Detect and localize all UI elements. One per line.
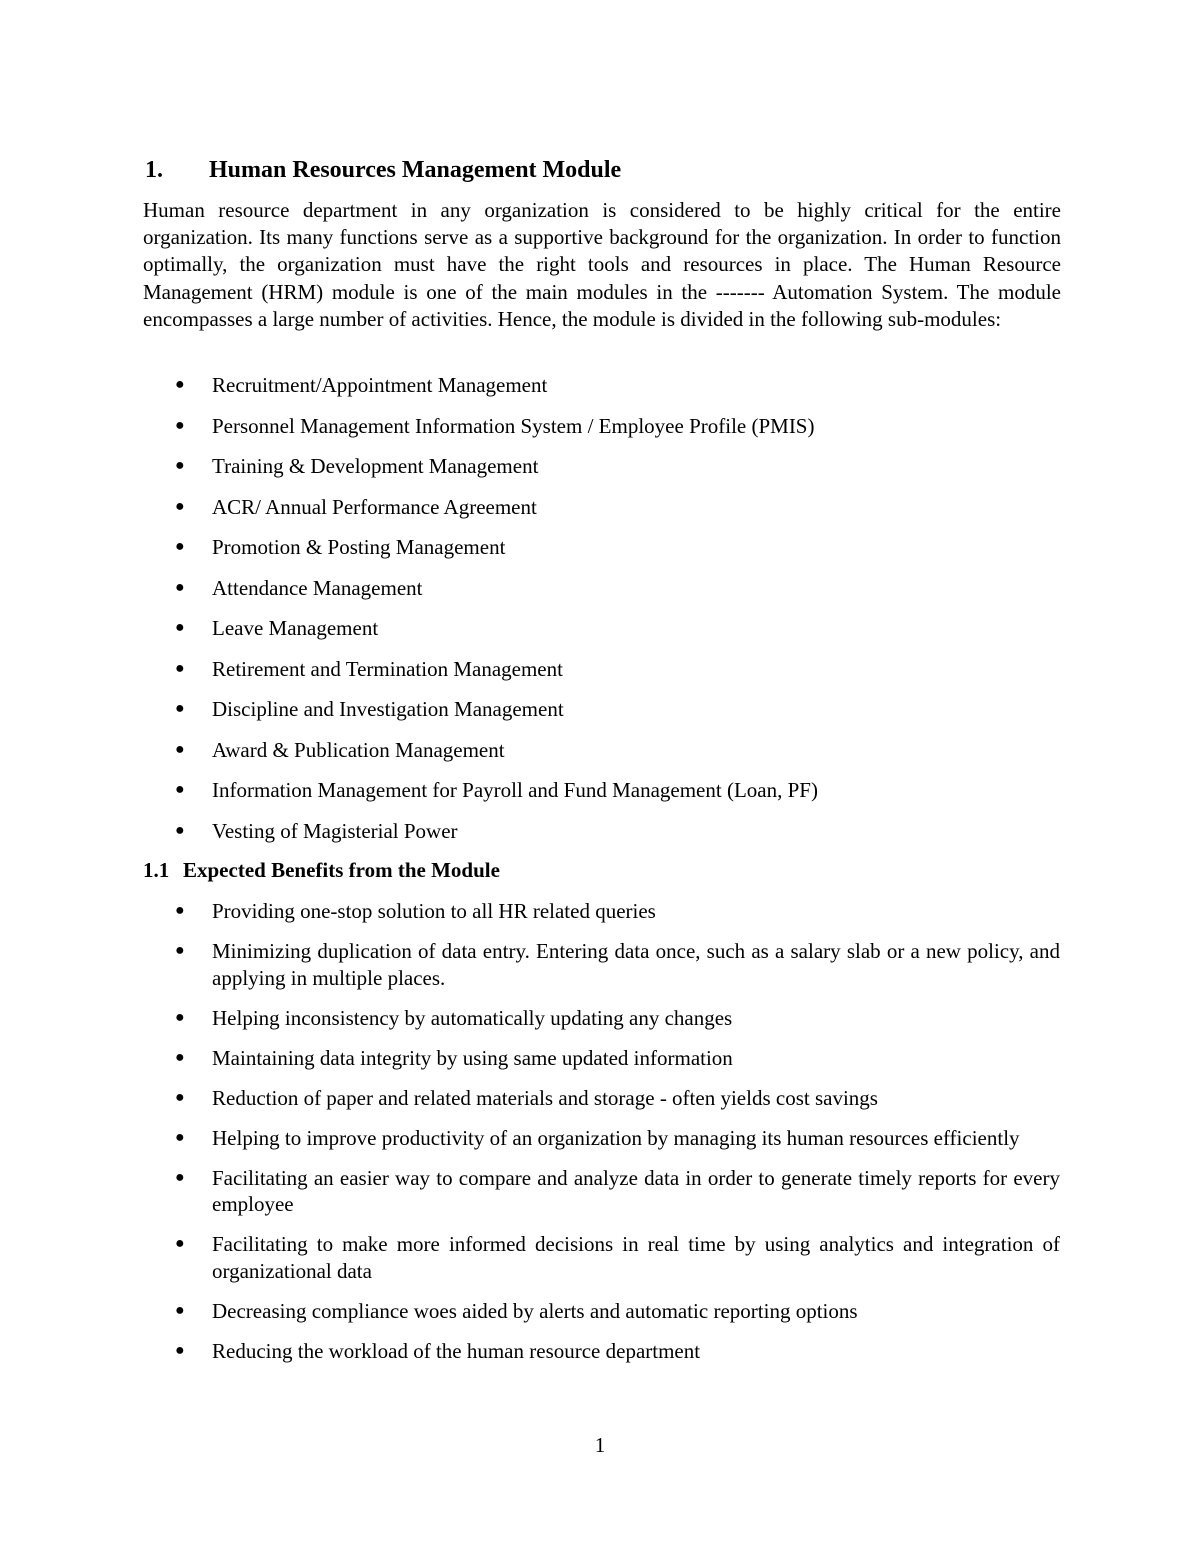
bullet-icon: ● (175, 1168, 185, 1186)
bullet-icon: ● (175, 1088, 185, 1106)
section-heading (145, 155, 621, 185)
subsection-title: Expected Benefits from the Module (183, 858, 500, 882)
bullet-icon: ● (175, 781, 185, 798)
list-item-text: Reduction of paper and related materials and storage - often yields cost savings (212, 1085, 878, 1110)
list-item (0, 1085, 1060, 1112)
list-item-text: Decreasing compliance woes aided by alerts and automatic reporting options (212, 1298, 858, 1323)
list-item-text: Personnel Management Information System / Employee Profile (PMIS) (212, 413, 815, 438)
bullet-icon: ● (175, 619, 185, 636)
list-item (0, 453, 1060, 494)
list-item-text: Facilitating an easier way to compare and analyze data in order to generate timely reports for every employee (212, 1165, 1060, 1216)
bullet-icon: ● (175, 1341, 185, 1359)
list-item-text: Recruitment/Appointment Management (212, 373, 548, 397)
list-item (0, 696, 1060, 737)
list-item (0, 656, 1060, 697)
list-item-text: ACR/ Annual Performance Agreement (212, 494, 537, 519)
bullet-icon: ● (175, 821, 185, 839)
bullet-icon: ● (175, 659, 185, 677)
list-item-text: Vesting of Magisterial Power (212, 818, 458, 843)
subsection-number: 1.1 (143, 858, 170, 882)
section-number: 1. (145, 157, 163, 183)
bullet-icon: ● (175, 578, 185, 596)
list-item (0, 575, 1060, 616)
list-item (0, 615, 1060, 656)
bullet-icon: ● (175, 538, 185, 555)
list-item-text: Promotion & Posting Management (212, 535, 506, 559)
bullet-icon: ● (175, 1128, 185, 1146)
list-item (0, 534, 1060, 575)
list-item (0, 1231, 1060, 1284)
list-item (0, 737, 1060, 778)
page-number: 1 (594, 1433, 606, 1457)
list-item (0, 818, 1060, 859)
list-item-text: Providing one-stop solution to all HR related queries (212, 899, 656, 923)
bullet-icon: ● (175, 942, 185, 959)
list-item (0, 372, 1060, 413)
submodule-list (0, 372, 1060, 858)
list-item (0, 1338, 1060, 1365)
intro-paragraph: Human resource department in any organization is considered to be highly critical for the entire organization. Its many functions serve as a supportive background for the organization. In order to function optimally, the organization must have the right tools and resources in place. The Human Resource Management (HRM) module is one of the main modules in the ------- Automation System. The module encompasses a large number of activities. Hence, the module is divided in the following sub-modules: (143, 198, 1061, 331)
list-item-text: Attendance Management (212, 575, 423, 600)
list-item-text: Discipline and Investigation Management (212, 697, 564, 721)
list-item-text: Facilitating to make more informed decisions in real time by using analytics and integration of organizational data (212, 1232, 1060, 1283)
list-item-text: Reducing the workload of the human resource department (212, 1338, 701, 1363)
list-item-text: Award & Publication Management (212, 737, 505, 762)
list-item (0, 494, 1060, 535)
list-item-text: Leave Management (212, 616, 379, 640)
bullet-icon: ● (175, 1008, 185, 1026)
bullet-icon: ● (175, 457, 185, 474)
list-item (0, 1005, 1060, 1032)
bullet-icon: ● (175, 700, 185, 717)
list-item (0, 1165, 1060, 1218)
list-item-text: Minimizing duplication of data entry. Entering data once, such as a salary slab or a new policy, and applying in multiple places. (212, 939, 1060, 990)
list-item-text: Training & Development Management (212, 454, 539, 478)
bullet-icon: ● (175, 1301, 185, 1319)
list-item (0, 1298, 1060, 1325)
list-item (0, 898, 1060, 925)
list-item-text: Maintaining data integrity by using same updated information (212, 1045, 733, 1070)
subsection-heading (143, 857, 500, 884)
bullet-icon: ● (175, 1235, 185, 1252)
benefits-list (0, 898, 1060, 1378)
list-item (0, 413, 1060, 454)
bullet-icon: ● (175, 1048, 185, 1066)
list-item (0, 777, 1060, 818)
bullet-icon: ● (175, 740, 185, 758)
list-item-text: Retirement and Termination Management (212, 656, 563, 681)
bullet-icon: ● (175, 416, 185, 434)
bullet-icon: ● (175, 376, 185, 393)
bullet-icon: ● (175, 902, 185, 919)
section-title: Human Resources Management Module (209, 157, 622, 183)
list-item (0, 938, 1060, 991)
list-item-text: Helping inconsistency by automatically updating any changes (212, 1005, 733, 1030)
list-item-text: Helping to improve productivity of an organization by managing its human resources efficiently (212, 1125, 1020, 1150)
list-item (0, 1125, 1060, 1152)
list-item-text: Information Management for Payroll and Fund Management (Loan, PF) (212, 778, 818, 802)
bullet-icon: ● (175, 497, 185, 515)
list-item (0, 1045, 1060, 1072)
